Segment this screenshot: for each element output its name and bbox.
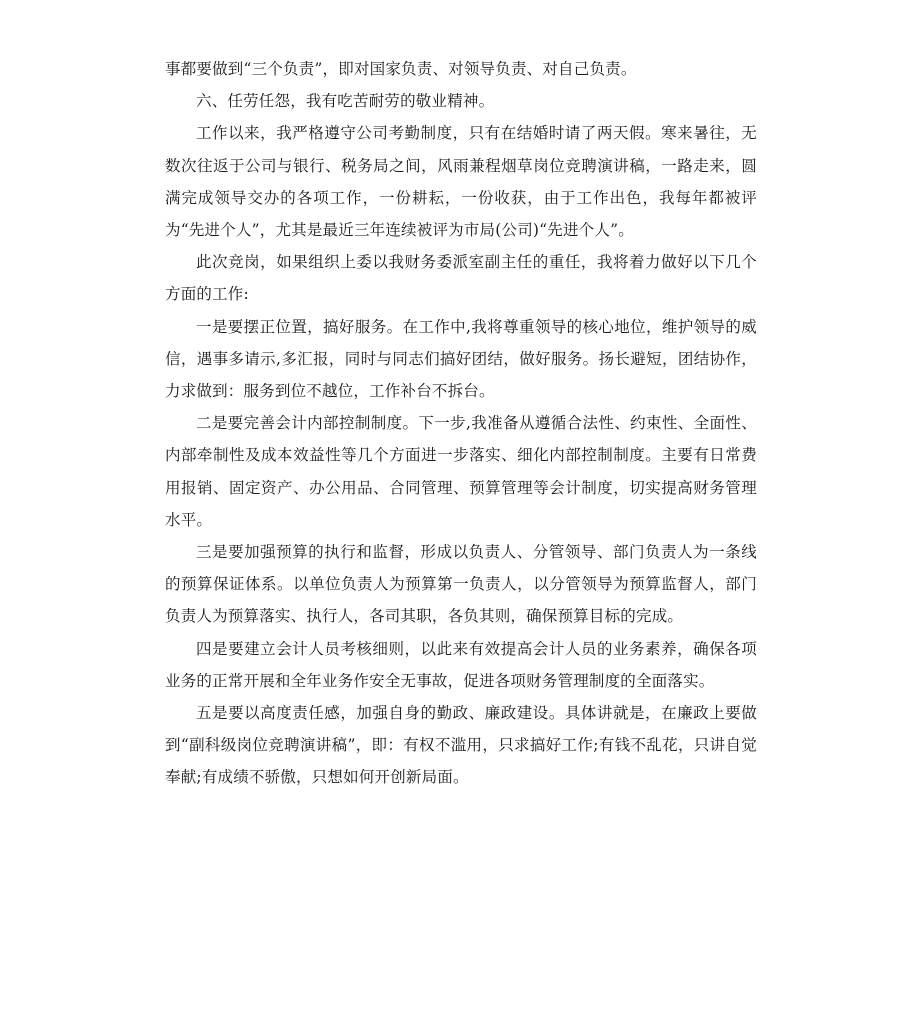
paragraph-2: 六、任劳任怨，我有吃苦耐劳的敬业精神。: [196, 92, 495, 111]
paragraph-8: 四是要建立会计人员考核细则，以此来有效提高会计人员的业务素养，确保各项业务的正常开展和全年业务作安全无事故，促进各项财务管理制度的全面落实。: [165, 639, 757, 690]
paragraph-5: 一是要摆正位置，搞好服务。在工作中,我将尊重领导的核心地位，维护领导的威信，遇事多请示,多汇报，同时与同志们搞好团结，做好服务。扬长避短，团结协作，力求做到：服务到位不越位，工作补台不拆台。: [165, 317, 757, 401]
paragraph-9: 五是要以高度责任感，加强自身的勤政、廉政建设。具体讲就是，在廉政上要做到“副科级岗位竞聘演讲稿”，即：有权不滥用，只求搞好工作;有钱不乱花，只讲自觉奉献;有成绩不骄傲，只想如何开创新局面。: [165, 704, 757, 787]
paragraph-4: 此次竞岗，如果组织上委以我财务委派室副主任的重任，我将着力做好以下几个方面的工作:: [165, 253, 757, 304]
paragraph-1: 事都要做到“三个负责”，即对国家负责、对领导负责、对自己负责。: [165, 60, 637, 78]
paragraph-7: 三是要加强预算的执行和监督，形成以负责人、分管领导、部门负责人为一条线的预算保证体系。以单位负责人为预算第一负责人，以分管领导为预算监督人，部门负责人为预算落实、执行人，各司其职，各负其则，确保预算目标的完成。: [165, 543, 757, 626]
document-page: [165, 53, 757, 794]
paragraph-3: 工作以来，我严格遵守公司考勤制度，只有在结婚时请了两天假。寒来暑往，无数次往返于公司与银行、税务局之间，风雨兼程烟草岗位竞聘演讲稿，一路走来，圆满完成领导交办的各项工作，一份耕耘，一份收获，由于工作出色，我每年都被评为“先进个人”，尤其是最近三年连续被评为市局(公司)“先进个人”。: [165, 124, 757, 240]
paragraph-6: 二是要完善会计内部控制制度。下一步,我准备从遵循合法性、约束性、全面性、内部牵制性及成本效益性等几个方面进一步落实、细化内部控制制度。主要有日常费用报销、固定资产、办公用品、合同管理、预算管理等会计制度，切实提高财务管理水平。: [165, 414, 757, 529]
